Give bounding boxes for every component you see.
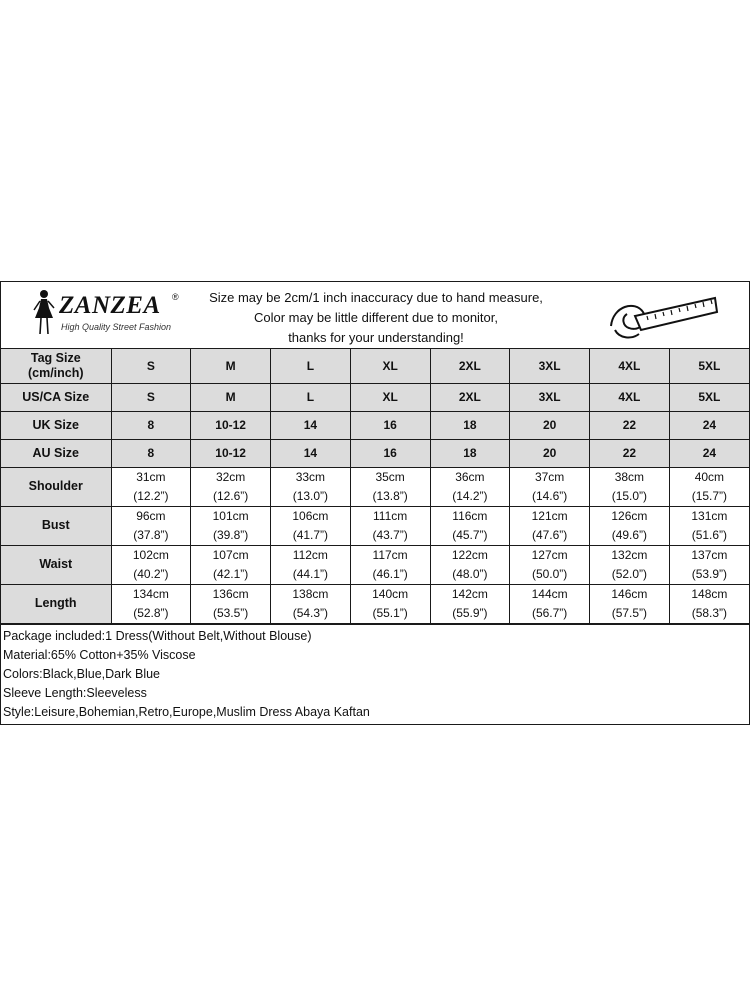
size-cell: 14 [271,439,351,467]
tag-size-cell: 5XL [669,349,749,383]
measure-cm: 35cm [375,469,405,484]
measure-cell [271,467,351,506]
size-cell: 8 [111,439,191,467]
measure-cell [590,545,670,584]
size-table [1,349,749,624]
measure-inch: (57.5”) [611,605,648,620]
bust-row [1,506,749,545]
shoulder-label: Shoulder [1,467,111,506]
measure-cell [350,584,430,623]
measure-cell [111,545,191,584]
measure-inch: (45.7”) [452,527,488,542]
measure-cell [111,584,191,623]
measure-cm: 38cm [614,469,645,484]
measure-inch: (13.8”) [372,488,408,503]
size-cell: 18 [430,439,510,467]
measure-cell [191,467,271,506]
tag-size-label: Tag Size (cm/inch) [1,349,111,383]
measure-cm: 132cm [611,547,648,562]
measure-cell [111,506,191,545]
length-row [1,584,749,623]
measure-cm: 112cm [292,547,328,562]
size-cell: L [271,383,351,411]
size-cell: XL [350,383,430,411]
notice-line: Color may be little different due to monitor, [254,310,498,325]
measure-cell [590,584,670,623]
measure-cell [430,506,510,545]
measure-inch: (39.8”) [212,527,249,542]
measure-cm: 37cm [534,469,565,484]
measure-inch: (37.8”) [133,527,169,542]
measure-inch: (48.0”) [452,566,488,581]
brand-tagline: High Quality Street Fashion [61,322,172,332]
size-cell: 20 [510,411,590,439]
measure-cm: 106cm [292,508,329,523]
measure-inch: (41.7”) [292,527,329,542]
measure-inch: (13.0”) [292,488,329,503]
size-cell: 4XL [590,383,670,411]
sleeve-detail: Sleeve Length:Sleeveless [3,685,147,700]
measure-cm: 40cm [694,469,725,484]
measure-inch: (40.2”) [133,566,169,581]
measure-cell [430,545,510,584]
package-detail: Package included:1 Dress(Without Belt,Without Blouse) [3,628,312,643]
measure-inch: (15.0”) [611,488,648,503]
measure-inch: (53.5”) [212,605,249,620]
measure-inch: (42.1”) [212,566,249,581]
measure-cm: 148cm [691,586,728,601]
measure-cm: 144cm [531,586,568,601]
size-cell: 16 [350,439,430,467]
tag-size-cell: M [191,349,271,383]
size-cell: 22 [590,439,670,467]
measurement-notice [191,288,561,348]
material-detail: Material:65% Cotton+35% Viscose [3,647,196,662]
measure-cm: 127cm [531,547,568,562]
measure-cm: 102cm [132,547,169,562]
measure-cm: 146cm [611,586,648,601]
measure-inch: (55.9”) [452,605,488,620]
brand-logo [31,288,191,342]
measure-inch: (56.7”) [531,605,568,620]
measure-inch: (52.0”) [611,566,648,581]
measure-cm: 96cm [136,508,166,523]
measure-inch: (14.2”) [452,488,488,503]
measure-cell [350,545,430,584]
measure-cell [510,506,590,545]
tag-size-cell: 2XL [430,349,510,383]
measure-inch: (12.2”) [133,488,169,503]
measure-cell [590,506,670,545]
tag-size-cell: S [111,349,191,383]
measure-cell [271,506,351,545]
measure-cell [191,506,271,545]
size-cell: 22 [590,411,670,439]
measure-cell [271,545,351,584]
measure-cm: 36cm [455,469,485,484]
measure-cell [669,584,749,623]
measure-cm: 121cm [531,508,568,523]
measure-inch: (44.1”) [292,566,329,581]
measure-inch: (51.6”) [691,527,728,542]
bust-label: Bust [1,506,111,545]
measure-cell [111,467,191,506]
size-cell: M [191,383,271,411]
measure-cm: 131cm [691,508,728,523]
measure-cell [510,584,590,623]
us-ca-size-label: US/CA Size [1,383,111,411]
measure-cm: 107cm [212,547,249,562]
size-cell: 8 [111,411,191,439]
measure-inch: (43.7”) [372,527,408,542]
measure-cm: 117cm [372,547,408,562]
uk-size-row [1,411,749,439]
measure-cell [350,506,430,545]
size-cell: 2XL [430,383,510,411]
measure-inch: (52.8”) [133,605,169,620]
length-label: Length [1,584,111,623]
measure-inch: (15.7”) [691,488,728,503]
notice-line: thanks for your understanding! [288,330,464,345]
measure-cell [430,467,510,506]
size-cell: 24 [669,439,749,467]
measure-cm: 32cm [215,469,246,484]
size-cell: 10-12 [191,411,271,439]
measure-cm: 137cm [691,547,728,562]
measure-cell [669,467,749,506]
measure-inch: (53.9”) [691,566,728,581]
measure-inch: (50.0”) [531,566,568,581]
us-ca-size-row [1,383,749,411]
tag-size-row [1,349,749,383]
measure-inch: (55.1”) [372,605,408,620]
tag-size-cell: L [271,349,351,383]
shoulder-row [1,467,749,506]
measure-cm: 134cm [132,586,169,601]
measure-inch: (58.3”) [691,605,728,620]
measure-inch: (49.6”) [611,527,648,542]
size-cell: 18 [430,411,510,439]
measure-cell [669,506,749,545]
measure-cm: 142cm [451,586,488,601]
measure-cell [271,584,351,623]
measure-inch: (54.3”) [292,605,329,620]
measure-cell [350,467,430,506]
size-cell: S [111,383,191,411]
measure-inch: (12.6”) [212,488,249,503]
measure-cm: 116cm [452,508,488,523]
tag-size-cell: XL [350,349,430,383]
model-silhouette-icon [31,288,57,338]
measure-cm: 111cm [373,508,408,523]
measure-cm: 126cm [611,508,648,523]
size-chart [0,281,750,725]
measure-cm: 33cm [295,469,326,484]
measure-cell [669,545,749,584]
tag-size-cell: 4XL [590,349,670,383]
measure-cm: 138cm [292,586,329,601]
notice-line: Size may be 2cm/1 inch inaccuracy due to hand measure, [209,290,543,305]
measure-cm: 122cm [451,547,488,562]
size-cell: 14 [271,411,351,439]
measure-inch: (47.6”) [531,527,568,542]
size-cell: 3XL [510,383,590,411]
measure-cell [590,467,670,506]
measure-cm: 140cm [372,586,409,601]
measure-cell [191,584,271,623]
measure-cell [510,545,590,584]
waist-row [1,545,749,584]
measure-cm: 136cm [212,586,249,601]
au-size-row [1,439,749,467]
measure-inch: (46.1”) [372,566,408,581]
size-cell: 5XL [669,383,749,411]
product-details [1,624,749,724]
colors-detail: Colors:Black,Blue,Dark Blue [3,666,161,681]
size-cell: 24 [669,411,749,439]
measure-cell [430,584,510,623]
waist-label: Waist [1,545,111,584]
measure-cell [510,467,590,506]
measure-cell [191,545,271,584]
size-cell: 16 [350,411,430,439]
uk-size-label: UK Size [1,411,111,439]
style-detail: Style:Leisure,Bohemian,Retro,Europe,Muslim Dress Abaya Kaftan [3,704,370,719]
au-size-label: AU Size [1,439,111,467]
tag-size-cell: 3XL [510,349,590,383]
registered-mark: ® [172,292,179,302]
chart-header [1,282,749,349]
measure-cm: 101cm [212,508,249,523]
size-cell: 20 [510,439,590,467]
measure-inch: (14.6”) [531,488,568,503]
measure-cm: 31cm [136,469,166,484]
brand-name: ZANZEA [59,292,161,319]
measuring-tape-icon [605,286,721,344]
size-cell: 10-12 [191,439,271,467]
